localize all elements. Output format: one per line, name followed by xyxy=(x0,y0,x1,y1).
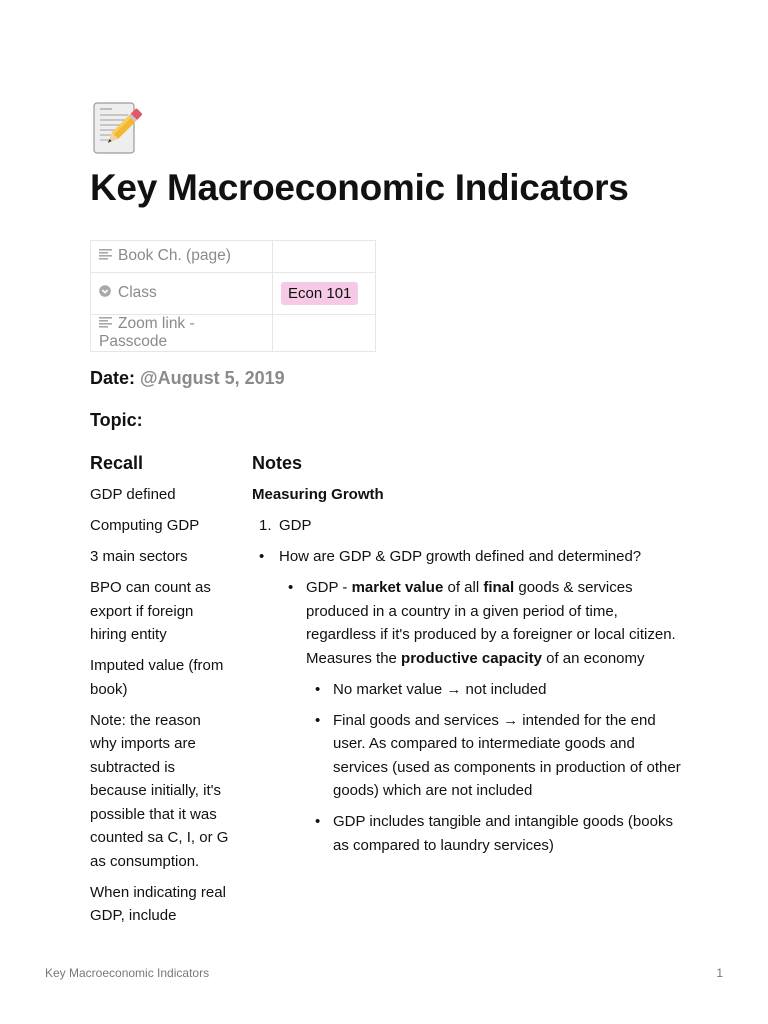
property-name-cell[interactable] xyxy=(91,315,273,352)
property-name-cell[interactable] xyxy=(91,241,273,273)
bullet-dot-icon: • xyxy=(315,680,321,698)
property-value-cell[interactable] xyxy=(273,273,376,315)
memo-pencil-icon xyxy=(90,100,146,156)
property-label: Book Ch. (page) xyxy=(118,247,231,265)
recall-item: 3 main sectors xyxy=(90,548,188,565)
bullet-item xyxy=(252,545,687,569)
bullet-item-gdp-definition xyxy=(252,576,687,670)
properties-table xyxy=(90,240,376,352)
notes-column xyxy=(252,452,687,865)
bullet-dot-icon: • xyxy=(259,548,265,565)
sub-bullet-text: GDP includes tangible and intangible goods (books as compared to laundry services) xyxy=(333,813,673,854)
notes-heading: Notes xyxy=(252,453,303,473)
sub-bullet-item xyxy=(252,709,687,803)
numbered-item xyxy=(252,514,687,538)
property-value-cell[interactable] xyxy=(273,315,376,352)
date-mention[interactable]: @August 5, 2019 xyxy=(140,368,285,388)
sub-bullet-text: Final goods and services → intended for the end user. As compared to intermediate goods and services (used as components in production of other goods) which are not included xyxy=(333,711,681,799)
recall-item: BPO can count as export if foreign hiring entity xyxy=(90,579,211,643)
sub-bullet-item xyxy=(252,678,687,702)
sub-bullet-item xyxy=(252,810,687,857)
sub-bullet-text: No market value → not included xyxy=(333,680,547,698)
bullet-dot-icon: • xyxy=(315,813,321,830)
date-line xyxy=(90,368,285,389)
property-name-cell[interactable] xyxy=(91,273,273,315)
bullet-text: How are GDP & GDP growth defined and determined? xyxy=(279,548,642,565)
property-row-class xyxy=(91,273,376,315)
gdp-definition-text: GDP - market value of all final goods & services produced in a country in a given period of time, regardless if it's produced by a foreigner or local citizen. Measures the productive capacity of an economy xyxy=(306,579,676,667)
bullet-dot-icon: • xyxy=(315,711,321,729)
property-value-cell[interactable] xyxy=(273,241,376,273)
page-title: Key Macroeconomic Indicators xyxy=(90,167,629,208)
select-chevron-icon xyxy=(99,284,113,302)
property-row-zoom-link xyxy=(91,315,376,352)
recall-item: Computing GDP xyxy=(90,517,200,534)
footer-title: Key Macroeconomic Indicators xyxy=(45,966,210,980)
recall-item: Note: the reason why imports are subtracted is because initially, it's possible that it was counted sa C, I, or G as consumption. xyxy=(90,711,229,870)
notes-subheading: Measuring Growth xyxy=(252,486,384,503)
recall-item: GDP defined xyxy=(90,486,176,503)
property-row-book-chapter xyxy=(91,241,376,273)
text-lines-icon xyxy=(99,247,113,265)
recall-item: When indicating real GDP, include xyxy=(90,883,226,924)
class-tag: Econ 101 xyxy=(281,282,358,305)
recall-item: Imputed value (from book) xyxy=(90,657,224,698)
property-label: Class xyxy=(118,284,157,302)
recall-column xyxy=(90,452,230,935)
list-number: 1. xyxy=(259,517,272,534)
recall-heading: Recall xyxy=(90,453,144,473)
bullet-dot-icon: • xyxy=(288,579,294,596)
numbered-item-text: GDP xyxy=(279,517,312,534)
date-label: Date: xyxy=(90,368,136,388)
text-lines-icon xyxy=(99,315,113,333)
property-label: Zoom link - Passcode xyxy=(99,315,195,351)
footer-page-number: 1 xyxy=(716,966,723,980)
topic-heading: Topic: xyxy=(90,410,143,430)
